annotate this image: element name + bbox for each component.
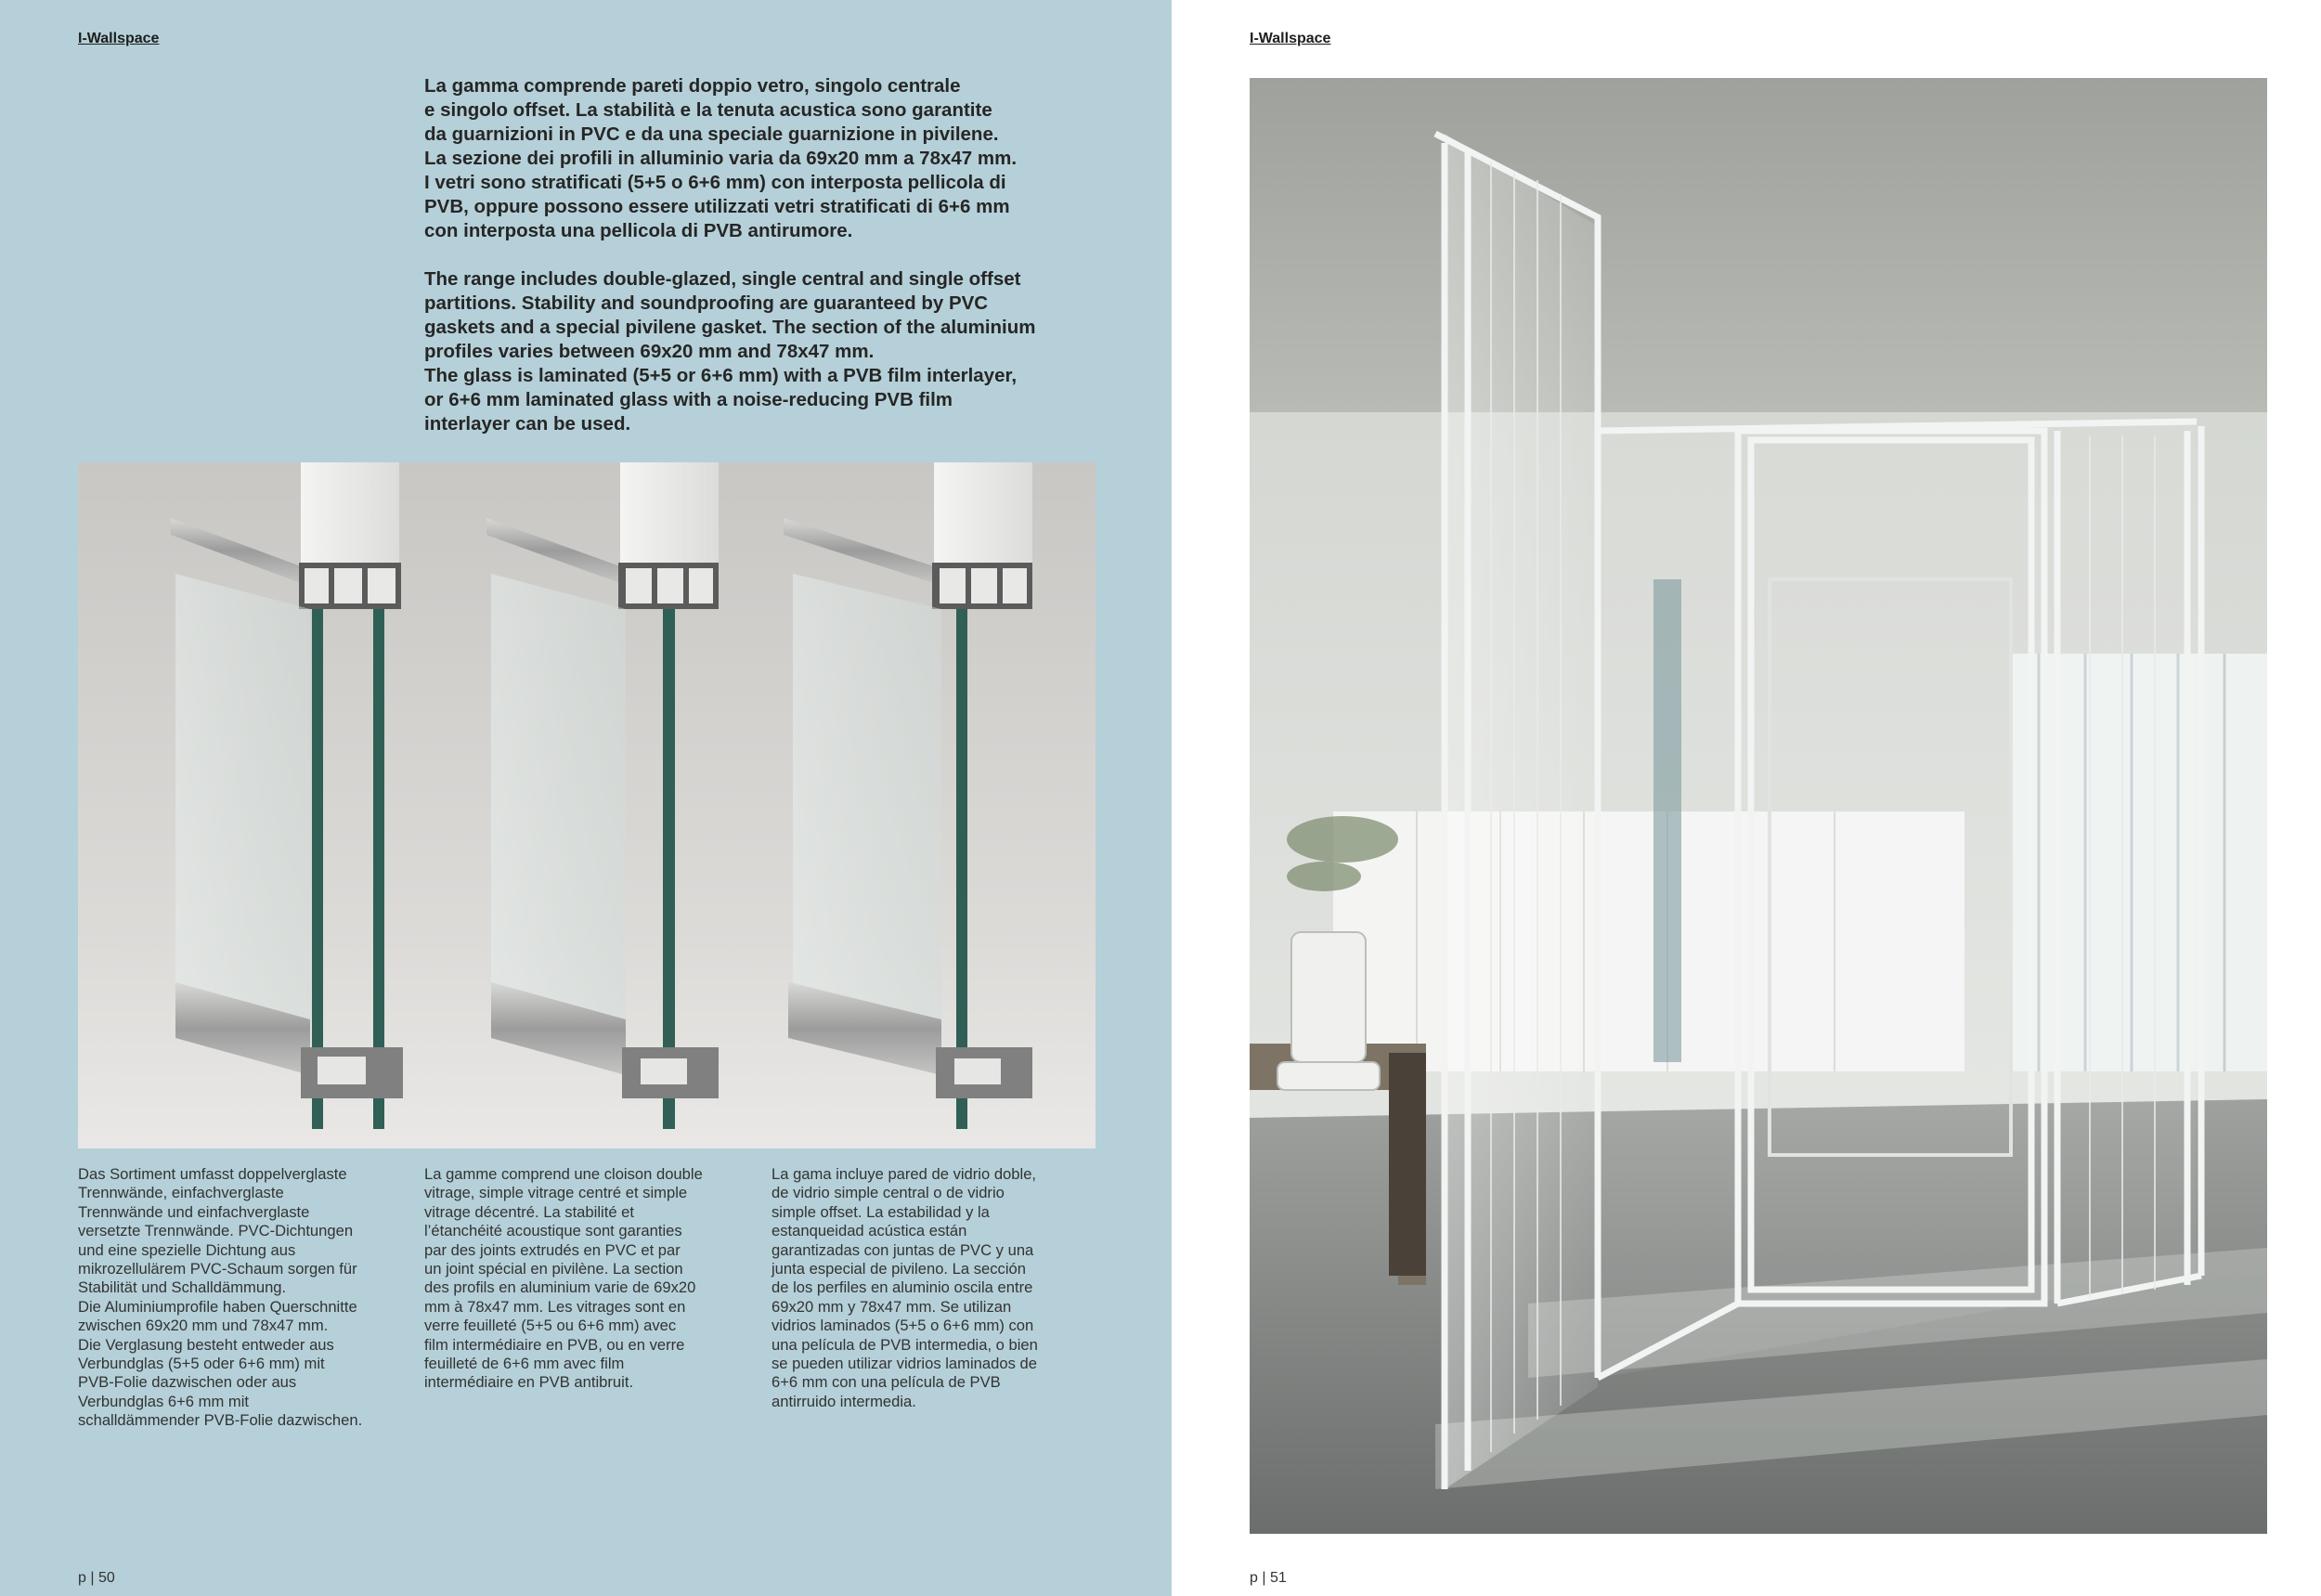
intro-italian: La gamma comprende pareti doppio vetro, singolo centrale e singolo offset. La stabilità e la tenuta acustica sono garantite da guarnizioni in PVC e da una speciale guarnizione in pivilene. La sezione dei profili in alluminio varia da 69x20 mm a 78x47 mm. I vetri sono stratificati (5+5 o 6+6 mm) con interposta pellicola di PVB, oppure possono essere utilizzati vetri stratificati di 6+6 mm con interposta una pellicola di PVB antirumore. — [424, 75, 1018, 241]
intro-text — [424, 74, 1102, 461]
brand-label: I-Wallspace — [1250, 31, 1331, 46]
column-spanish: La gama incluye pared de vidrio doble, de vidrio simple central o de vidrio simple offset. La estabilidad y la estanqueidad acústica están garantizadas con juntas de PVC y una junta especial de pivileno. La sección de los perfiles en aluminio oscila entre 69x20 mm y 78x47 mm. Se utilizan vidrios laminados (5+5 o 6+6 mm) con una película de PVB intermedia, o bien se pueden utilizar vidrios laminados de 6+6 mm con una película de PVB antirruido intermedia. — [772, 1165, 1038, 1410]
column-french: La gamme comprend une cloison double vitrage, simple vitrage centré et simple vitrage décentré. La stabilité et l’étanchéité acoustique sont garanties par des joints extrudés en PVC et par un joint spécial en pivilène. La section des profils en aluminium varie de 69x20 mm à 78x47 mm. Les vitrages sont en verre feuilleté (5+5 ou 6+6 mm) avec film intermédiaire en PVB, ou en verre feuilleté de 6+6 mm avec film intermédiaire en PVB antibruit. — [424, 1165, 703, 1392]
right-page — [1172, 0, 2321, 1596]
office-chair-shape — [1277, 932, 1380, 1090]
brand-label: I-Wallspace — [78, 31, 160, 46]
page-number-left: p | 50 — [78, 1570, 115, 1586]
office-interior-photo — [1250, 78, 2267, 1534]
column-german: Das Sortiment umfasst doppelverglaste Trennwände, einfachverglaste Trennwände und einfachverglaste versetzte Trennwände. PVC-Dichtungen und eine spezielle Dichtung aus mikrozellulärem PVC-Schaum sorgen für Stabilität und Schalldämmung. Die Aluminiumprofile haben Querschnitte zwischen 69x20 mm und 78x47 mm. Die Verglasung besteht entweder aus Verbundglas (5+5 oder 6+6 mm) mit PVB-Folie dazwischen oder aus Verbundglas 6+6 mm mit schalldämmender PVB-Folie dazwischen. — [78, 1165, 363, 1430]
page-number-right: p | 51 — [1250, 1570, 1287, 1586]
intro-english: The range includes double-glazed, single central and single offset partitions. Stability and soundproofing are guaranteed by PVC gaskets and a special pivilene gasket. The section of the aluminium profiles varies between 69x20 mm and 78x47 mm. The glass is laminated (5+5 or 6+6 mm) with a PVB film interlayer, or 6+6 mm laminated glass with a noise-reducing PVB film interlayer can be used. — [424, 268, 1036, 435]
profiles-photo — [78, 462, 1096, 1148]
